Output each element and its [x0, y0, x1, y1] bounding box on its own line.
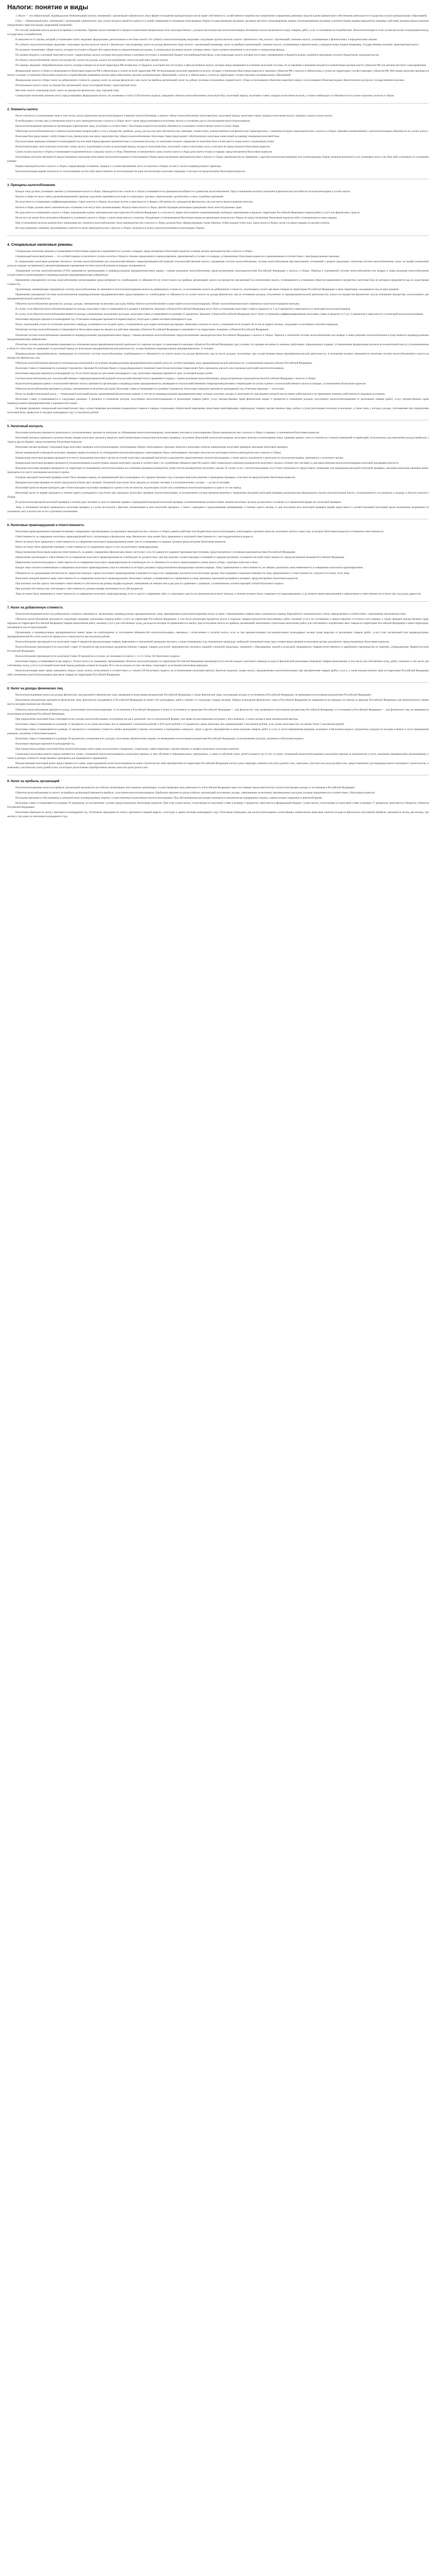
paragraph: Налоговым периодом признается календарный год. — [15, 742, 75, 745]
paragraph: При наличии обстоятельства, отягчающего ответственность, размер штрафа увеличивается на 100 процентов. — [15, 587, 144, 590]
paragraph: Налоговая ставка устанавливается в размере 20 процентов, за исключением случаев, предусмотренных Налоговым кодексом. При этом сумма налога, исчисленная по налоговой ставке в размере 3 процентов, зачисляется в федеральный бюджет; сумма налога, исчисленная по налоговой ставке в размере 17 процентов, зачисляется в бюджеты субъектов Российской Федерации. — [7, 802, 429, 809]
paragraph: По объекту налогообложения: налоги на имущество, налоги на доходы, налоги на потребление, налоги на действия, прочие налоги. — [15, 59, 169, 62]
paragraph: В необходимых случаях при установлении налога в акте законодательства о налогах и сборах могут также предусматриваться налоговые льготы и основания для их использования налогоплательщиком. — [15, 119, 251, 123]
paragraph: Расходами признаются обоснованные и документально подтвержденные затраты, осуществленные (понесенные) налогоплательщиком. Под обоснованными расходами понимаются экономически оправданные затраты, оценка которых выражена в денежной форме. — [15, 796, 323, 800]
document-page — [0, 0, 436, 830]
paragraph: Налоги и сборы не могут иметь дискриминационный характер и различно применяться исходя из социальных, расовых, национальных, религиозных и иных подобных критериев. — [15, 195, 224, 199]
section-heading: 6. Налоговые правонарушения и ответственность — [7, 524, 84, 528]
paragraph: Налоговым периодом по налогу признается календарный год. Отчетными периодами по налогу признаются первый квартал, полугодие и девять месяцев календарного года. Отчетными периодами для налогоплательщиков, исчисляющих ежемесячные авансовые платежи исходя из фактически полученной прибыли, признаются месяц, два месяца, три месяца и так далее до окончания календарного года. — [7, 811, 429, 819]
paragraph: Сроки уплаты налогов и сборов устанавливаются применительно к каждому налогу и сбору. Изменение установленного срока уплаты налога и сбора допускается только в порядке, предусмотренном Налоговым кодексом. — [15, 150, 273, 154]
paragraph: Налогоплательщик имеет право уменьшить общую сумму налога, исчисленную в соответствии со статьей 166 Налогового кодекса, на установленные налоговые вычеты. Вычетам подлежат суммы налога, предъявленные налогоплательщику при приобретении товаров (работ, услуг), а также имущественных прав на территории Российской Федерации либо уплаченные налогоплательщиком при ввозе товаров на территорию Российской Федерации. — [7, 669, 429, 677]
paragraph: Налоговый контроль проводится должностными лицами налоговых органов в пределах своей компетенции посредством налоговых проверок, получения объяснений налогоплательщиков, налоговых агентов и плательщиков сбора, проверки данных учета и отчетности, осмотра помещений и территорий, используемых для извлечения дохода (прибыли), а также в других формах, предусмотренных Налоговым кодексом. — [7, 436, 429, 444]
paragraph: Налоговая ставка устанавливается в размере 30 процентов в отношении всех доходов, получаемых физическими лицами, не являющимися налоговыми резидентами Российской Федерации, за исключением доходов, указанных в Налоговом кодексе. — [15, 737, 304, 740]
paragraph: Объектом налогообложения по налогу на прибыль организаций признается прибыль, полученная налогоплательщиком. Прибылью признается для российских организаций полученные доходы, уменьшенные на величину произведенных расходов, которые определяются в соответствии с Налоговым кодексом. — [15, 791, 376, 795]
paragraph: По результатам выездной налоговой проверки в течение двух месяцев со дня составления справки о проведенной выездной налоговой проверке уполномоченными должностными лицами налоговых органов должен быть составлен в установленной форме акт налоговой проверки. — [15, 500, 342, 504]
section-divider — [7, 682, 429, 683]
paragraph: Налоговый период устанавливается как квартал. Уплата налога по операциям, признаваемым объектом налогообложения, на территории Российской Федерации производится по итогам каждого налогового периода исходя из фактической реализации (передачи) товаров (выполнения, в том числе для собственных нужд, работ, оказания, в том числе для собственных нужд, услуг) за истекший налоговый период равными долями не позднее 28-го числа каждого из трех месяцев, следующего за истекшим налоговым периодом. — [7, 660, 429, 668]
paragraph: Местные налоги: земельный налог; налог на имущество физических лиц; торговый сбор. — [15, 89, 119, 92]
paragraph: Специальные налоговые режимы могут предусматривать федеральные налоги, не указанные в статье 13 Налогового кодекса, определять объекты налогообложения, налоговую базу, налоговый период, налоговые ставки, порядок исчисления налогов, а также освобождать от обязанности по уплате отдельных налогов и сборов. — [15, 94, 395, 97]
paragraph: Имущественный налоговый вычет предоставляется в сумме, израсходованной налогоплательщиком на новое строительство либо приобретение на территории Российской Федерации жилого дома, квартиры, комнаты или доли (долей) в них, земельных участков или доли (долей) в них, предоставленных для индивидуального жилищного строительства, и земельных участков или доли (долей) в них, на которых расположены приобретаемые жилые дома или доля (доли) в них. — [7, 762, 429, 770]
paragraph: Налоговая ставка устанавливается в размере 13 процентов, если сумма налоговых баз не превышает 5 миллионов рублей, и 650 тысяч рублей и 15 процентов суммы налоговых баз, превышающей 5 миллионов рублей, если сумма налоговых баз составляет более 5 миллионов рублей. — [15, 722, 345, 726]
paragraph: Выездная налоговая проверка не может продолжаться более двух месяцев. Указанный срок может быть продлен до четырех месяцев, а в исключительных случаях — до шести месяцев. — [15, 481, 230, 484]
paragraph: Объектом налогообложения признаются: доходы; доходы, уменьшенные на величину расходов. Выбор объекта налогообложения осуществляется налогоплательщиком. Объект налогообложения может изменяться налогоплательщиком ежегодно. — [15, 302, 300, 306]
document-section — [7, 103, 429, 174]
paragraph: Налогоплательщиками единого сельскохозяйственного налога признаются организации и индивидуальные предприниматели, являющиеся сельскохозяйственными товаропроизводителями и перешедшие на уплату единого сельскохозяйственного налога в порядке, установленном Налоговым кодексом. — [15, 382, 367, 385]
paragraph: Налогоплательщиками налога на прибыль организаций признаются: российские организации; иностранные организации, осуществляющие свою деятельность в Российской Федерации через постоянные представительства и (или) получающие доходы от источников в Российской Федерации. — [15, 786, 356, 790]
section-heading: 3. Принципы налогообложения — [7, 184, 56, 188]
paragraph: По способу взимания налоги делятся на прямые и косвенные. Прямые налоги взимаются в процессе накопления материальных благ непосредственно с доходов или имущества налогоплательщика. Косвенные налоги включаются в цену товаров, работ, услуг и оплачиваются потребителем. Налогоплательщик в этом случае выступает посредником между государством и потребителем. — [7, 29, 429, 37]
paragraph: Специальные налоговые режимы устанавливаются Налоговым кодексом и применяются в случаях и порядке, предусмотренных Налоговым кодексом и иными актами законодательства о налогах и сборах. — [15, 249, 253, 253]
paragraph: Налогоплательщик самостоятельно исчисляет сумму налога, подлежащую уплате за налоговый период, исходя из налоговой базы, налоговой ставки и налоговых льгот, если иное не предусмотрено Налоговым кодексом. — [15, 145, 271, 149]
paragraph: Налоговой санкцией является мера ответственности за совершение налогового правонарушения. Налоговые санкции устанавливаются и применяются в виде денежных взысканий (штрафов) в размерах, предусмотренных Налоговым кодексом. — [15, 577, 299, 580]
paragraph: Объектами налогообложения могут являться реализация товаров (работ, услуг), имущество, прибыль, доход, расход или иное обстоятельство, имеющее стоимостную, количественную или физическую характеристику, с наличием которого законодательство о налогах и сборах связывает возникновение у налогоплательщика обязанности по уплате налога. — [15, 129, 429, 133]
paragraph: Патентная система налогообложения применяется индивидуальными предпринимателями наряду с иными режимами налогообложения, предусмотренными законодательством Российской Федерации о налогах и сборах. Переход к патентной системе налогообложения или возврат к иным режимам налогообложения осуществляется индивидуальными предпринимателями добровольно. — [7, 333, 429, 341]
document-section — [7, 179, 429, 230]
section-divider — [7, 601, 429, 602]
paragraph: Налоговым контролем признается деятельность уполномоченных органов по контролю за соблюдением налогоплательщиками, налоговыми агентами и плательщиками сборов законодательства о налогах и сборах в порядке, установленном Налоговым кодексом. — [15, 431, 320, 435]
paragraph: Налогоплательщиками налога на добавленную стоимость признаются: организации; индивидуальные предприниматели; лица, признаваемые налогоплательщиками налога в связи с перемещением товаров через таможенную границу Евразийского экономического союза, определяемые в соответствии с таможенным законодательством. — [15, 612, 407, 616]
paragraph: Ни на кого не может быть возложена обязанность уплачивать налоги и сборы, а также иные взносы и платежи, обладающие установленными Налоговым кодексом признаками налогов или сборов, не предусмотренные Налоговым кодексом либо установленные в ином порядке. — [15, 216, 338, 219]
paragraph: Налоговая ставка устанавливается в размере 6 процентов. Законами Республики Крым и города федерального значения Севастополя налоговая ставка может быть уменьшена для всех или отдельных категорий налогоплательщиков. — [15, 366, 284, 370]
document-section — [7, 235, 429, 415]
paragraph: Выездная налоговая проверка проводится на территории (в помещении) налогоплательщика на основании решения руководителя (заместителя руководителя) налогового органа. В случае, если у налогоплательщика отсутствует возможность предоставить помещение для проведения выездной налоговой проверки, выездная налоговая проверка может проводиться по месту нахождения налогового органа. — [7, 466, 429, 474]
section-heading: 5. Налоговый контроль — [7, 425, 43, 429]
paragraph: Патентная система налогообложения применяется в отношении видов предпринимательской деятельности, перечень которых устанавливается законами субъектов Российской Федерации, при условии, что средняя численность наемных работников, определяемая в порядке, установленном федеральным органом исполнительной власти, уполномоченным в области статистики, не превышает за налоговый период по всем видам предпринимательской деятельности, осуществляемым индивидуальным предпринимателем, 15 человек. — [7, 343, 429, 350]
paragraph: Лицо, в отношении которого проводилась налоговая проверка, в случае несогласия с фактами, изложенными в акте налоговой проверки, а также с выводами и предложениями проверяющих в течение одного месяца со дня получения акта налоговой проверки вправе представить в соответствующий налоговый орган письменные возражения по указанному акту в целом или по его отдельным положениям. — [7, 506, 429, 514]
paragraph: Налоговым периодом признается календарный год. Если патент выдан на срок менее календарного года, налоговым периодом признается срок, на который выдан патент. — [15, 371, 213, 375]
paragraph: Налог считается установленным лишь в том случае, когда определены налогоплательщики и элементы налогообложения, а именно: объект налогообложения; налоговая база; налоговый период; налоговая ставка; порядок исчисления налога; порядок и сроки уплаты налога. — [15, 114, 333, 117]
paragraph: Налогообложение производится по налоговой ставке 0 процентов при реализации товаров, вывезенных в таможенной процедуре экспорта, а также помещенных под таможенную процедуру свободной таможенной зоны, при условии представления в налоговые органы документов, предусмотренных Налоговым кодексом. — [15, 640, 390, 644]
paragraph: Налогоплательщиками налога на доходы физических лиц признаются физические лица, являющиеся налоговыми резидентами Российской Федерации, а также физические лица, получающие доходы от источников в Российской Федерации, не являющиеся налоговыми резидентами Российской Федерации. — [15, 693, 372, 697]
paragraph: Целью камеральной и выездной налоговых проверок является контроль за соблюдением налогоплательщиком, плательщиком сбора, плательщиком страховых взносов или налоговым агентом законодательства о налогах и сборах. — [15, 451, 282, 454]
paragraph: Региональные налоги: налог на имущество организаций; налог на игорный бизнес; транспортный налог. — [15, 83, 137, 87]
section-heading: 4. Специальные налоговые режимы — [7, 243, 73, 247]
paragraph: Сбор — обязательный взнос, взимаемый с организаций и физических лиц, уплата которого является одним из условий совершения в отношении плательщиков сборов государственными органами, органами местного самоуправления, иными уполномоченными органами и должностными лицами юридически значимых действий, включая предоставление определенных прав или выдачу разрешений (лицензий). — [7, 20, 429, 27]
paragraph: По субъекту-налогоплательщику выделяют следующие группы налогов: налоги с физических лиц (например, налог на доходы физических лиц); налоги с организаций (например, налог на прибыль организаций); смежные налоги, уплачиваемые и физическими, и юридическими лицами (например, государственная пошлина, транспортный налог). — [15, 43, 420, 47]
paragraph: Налоговыми резидентами признаются физические лица, фактически находящиеся в Российской Федерации не менее 183 календарных дней в течение 12 следующих подряд месяцев. Период нахождения физического лица в Российской Федерации не прерывается на периоды его выезда за пределы Российской Федерации для краткосрочного (менее шести месяцев) лечения или обучения. — [7, 699, 429, 706]
document-section — [7, 775, 429, 819]
paragraph: Федеральные налоги и сборы устанавливаются Налоговым кодексом РФ и обязательны к уплате на всей территории РФ. Региональными налогами признаются налоги, которые установлены Налоговым кодексом и законами субъектов РФ о налогах и обязательны к уплате на территориях соответствующих субъектов РФ. Местными налогами признаются налоги, которые установлены Налоговым кодексом и нормативными правовыми актами представительных органов муниципальных образований о налогах и обязательны к уплате на территориях соответствующих муниципальных образований. — [7, 69, 429, 77]
paragraph: Налог на профессиональный доход — специальный налоговый режим, применяемый физическими лицами, в том числе индивидуальными предпринимателями, которые получают доходы от деятельности, при ведении которой они не имеют работодателя и не привлекают наемных работников по трудовым договорам. — [15, 393, 386, 396]
paragraph: Камеральная налоговая проверка проводится по месту нахождения налогового органа на основе налоговых деклараций (расчетов) и документов, представленных налогоплательщиком, а также других документов о деятельности налогоплательщика, имеющихся у налогового органа. — [15, 456, 344, 460]
paragraph: Налоговый орган не вправе проводить в течение одного календарного года более двух выездных налоговых проверок налогоплательщика, за исключением случаев принятия решения о проведении выездной налоговой проверки руководителем федерального органа исполнительной власти, уполномоченного по контролю и надзору в области налогов и сборов. — [7, 491, 429, 499]
paragraph: При установлении налогов должны быть определены все элементы налогообложения. Акты законодательства о налогах и сборах должны быть сформулированы таким образом, чтобы каждый точно знал, какие налоги (сборы), когда и в каком порядке он должен платить. — [15, 221, 330, 225]
document-section — [7, 420, 429, 514]
paragraph: Налогоплательщик вправе отказаться от использования льготы либо приостановить ее использование на один или несколько налоговых периодов, если иное не предусмотрено Налоговым кодексом. — [15, 170, 246, 174]
paragraph: Никто не может быть привлечен к ответственности за совершение налогового правонарушения иначе, как по основаниям и в порядке, которые предусмотрены Налоговым кодексом. — [15, 540, 226, 544]
document-section — [7, 682, 429, 770]
document-section — [7, 14, 429, 98]
paragraph: Не допускается устанавливать дифференцированные ставки налогов и сборов, налоговые льготы в зависимости от формы собственности, гражданства физических лиц или места происхождения капитала. — [15, 200, 254, 204]
paragraph: Налоги и сборы должны иметь экономическое основание и не могут быть произвольными. Недопустимы налоги и сборы, препятствующие реализации гражданами своих конституционных прав. — [15, 206, 242, 209]
paragraph: Налоговым правонарушением признается виновно совершенное противоправное (в нарушение законодательства о налогах и сборах) деяние (действие или бездействие) налогоплательщика, плательщика страховых взносов, налогового агента и иных лиц, за которое Налоговым кодексом установлена ответственность. — [15, 530, 385, 534]
paragraph: Упрощенная система налогообложения (УСН) применяется организациями и индивидуальными предпринимателями наряду с иными режимами налогообложения, предусмотренными законодательством Российской Федерации о налогах и сборах. Переход к упрощенной системе налогообложения или возврат к иным режимам налогообложения осуществляется организациями и индивидуальными предпринимателями добровольно. — [7, 269, 429, 277]
paragraph: Налоговым периодом признается календарный год. Отчетными периодами признаются первый квартал, полугодие и девять месяцев календарного года. — [15, 318, 193, 321]
paragraph: Привлечение организации к ответственности за совершение налогового правонарушения не освобождает ее должностных лиц при наличии соответствующих оснований от административной, уголовной или иной ответственности, предусмотренной законами Российской Федерации. — [15, 556, 345, 560]
paragraph: Налоговая ставка устанавливается в размере 35 процентов в отношении стоимости любых выигрышей и призов, получаемых в проводимых конкурсах, играх и других мероприятиях в целях рекламы товаров, работ и услуг, в части превышения размеров, указанных в Налоговом кодексе; процентных доходов по вкладам в банках в части превышения размеров, указанных в Налоговом кодексе. — [7, 727, 429, 735]
paragraph: Все неустранимые сомнения, противоречия и неясности актов законодательства о налогах и сборах толкуются в пользу налогоплательщика (плательщика сборов). — [15, 226, 205, 230]
paragraph: В случае, если объектом налогообложения являются доходы, уменьшенные на величину расходов, налоговая ставка устанавливается в размере 15 процентов. Законами субъектов Российской Федерации могут быть установлены дифференцированные налоговые ставки в пределах от 5 до 15 процентов в зависимости от категорий налогоплательщиков. — [15, 313, 424, 316]
paragraph: Каждое лицо считается невиновным в совершении налогового правонарушения, пока его виновность не будет доказана в предусмотренном федеральным законом порядке. Лицо, привлекаемое к ответственности, не обязано доказывать свою невиновность в совершении налогового правонарушения. — [15, 566, 363, 570]
page-title: Налоги: понятие и виды — [7, 3, 89, 11]
paragraph: По уровню бюджета, в который зачисляется налог: закрепленные налоги, которые непосредственно и целиком поступают в конкретный бюджет или внебюджетный фонд, и регулирующие налоги, которые поступают одновременно в бюджеты разных уровней в пропорции согласно бюджетному законодательству. — [15, 54, 379, 57]
paragraph: Патентная система налогообложения устанавливается Налоговым кодексом, вводится в действие законами субъектов Российской Федерации и применяется на территориях указанных субъектов Российской Федерации. — [15, 328, 270, 332]
paragraph: Налогообложение производится по налоговой ставке 10 процентов при реализации продовольственных товаров, товаров для детей, периодических печатных изданий и книжной продукции, связанной с образованием, наукой и культурой, медицинских товаров отечественного и зарубежного производства по перечню, утверждаемому Правительством Российской Федерации. — [7, 646, 429, 653]
paragraph: К специальным налоговым режимам относятся: система налогообложения для сельскохозяйственных товаропроизводителей (единый сельскохозяйственный налог); упрощенная система налогообложения; система налогообложения при выполнении соглашений о разделе продукции; патентная система налогообложения; налог на профессиональный доход (в порядке эксперимента); автоматизированная упрощенная система налогообложения (в порядке эксперимента). — [7, 260, 429, 267]
paragraph: Объектом налогообложения признаются доходы, уменьшенные на величину расходов. Налоговая ставка устанавливается в размере 6 процентов. Налоговым периодом признается календарный год, отчетным периодом — полугодие. — [15, 387, 285, 391]
paragraph: Камеральная налоговая проверка проводится уполномоченными должностными лицами налогового органа в соответствии с их служебными обязанностями без какого-либо специального решения руководителя налогового органа в течение трех месяцев со дня представления налогоплательщиком налоговой декларации (расчета). — [15, 461, 399, 465]
paragraph: Применение упрощенной системы налогообложения индивидуальными предпринимателями предусматривает их освобождение от обязанности по уплате налога на доходы физических лиц (в отношении доходов, полученных от предпринимательской деятельности), налога на имущество физических лиц (в отношении имущества, используемого для предпринимательской деятельности). — [7, 293, 429, 301]
paragraph: Применение упрощенной системы налогообложения организациями предусматривает их освобождение от обязанности по уплате налога на прибыль организаций, налога на имущество организаций (за исключением налога, уплачиваемого в отношении объектов недвижимого имущества, налоговая база по которым определяется как их кадастровая стоимость). — [7, 279, 429, 286]
paragraph: Налоговая база представляет собой стоимостную, физическую или иную характеристику объекта налогообложения. Налоговая ставка представляет собой величину налоговых начислений на единицу измерения налоговой базы. — [15, 134, 280, 138]
section-heading: 2. Элементы налога — [7, 108, 38, 111]
paragraph: Федеральные налоги и сборы: налог на добавленную стоимость; акцизы; налог на доходы физических лиц; налог на прибыль организаций; налог на добычу полезных ископаемых; водный налог; сборы за пользование объектами животного мира и за пользование объектами водных биологических ресурсов; государственная пошлина. — [15, 78, 405, 82]
paragraph: Не вправе применять специальный налоговый режим лица, осуществляющие реализацию подакцизных товаров и товаров, подлежащих обязательной маркировке средствами идентификации, перепродажу товаров, имущественных прав, добычу и (или) реализацию полезных ископаемых, а также лица, у которых доходы, учитываемые при определении налоговой базы, превысили в текущем календарном году 2,4 миллиона рублей. — [7, 407, 429, 415]
paragraph: Организации и индивидуальные предприниматели имеют право на освобождение от исполнения обязанностей налогоплательщика, связанных с исчислением и уплатой налога, если за три предшествующих последовательных календарных месяца сумма выручки от реализации товаров (работ, услуг) этих организаций или индивидуальных предпринимателей без учета налога не превысила в совокупности два миллиона рублей. — [7, 631, 429, 638]
paragraph: Не допускается устанавливать налоги и сборы, нарушающие единое экономическое пространство Российской Федерации и, в частности, прямо или косвенно ограничивающие свободное перемещение в пределах территории Российской Федерации товаров (работ, услуг) или финансовых средств. — [15, 211, 360, 214]
paragraph: Объектом налогообложения признается потенциально возможный к получению индивидуальным предпринимателем годовой доход по соответствующему виду предпринимательской деятельности, установленный законом субъекта Российской Федерации. — [15, 361, 313, 365]
paragraph: При определении налоговой базы учитываются все доходы налогоплательщика, полученные им как в денежной, так и в натуральной формах, или право на распоряжение которыми у него возникло, а также доходы в виде материальной выгоды. — [15, 717, 299, 721]
paragraph: Под налоговым периодом понимается календарный год или иной период времени применительно к отдельным налогам, по окончании которого определяется налоговая база и исчисляется сумма налога, подлежащая уплате. — [15, 140, 275, 144]
document-section — [7, 519, 429, 596]
paragraph: Налоговые органы проводят следующие виды налоговых проверок налогоплательщиков, плательщиков сборов, плательщиков страховых взносов и налоговых агентов: камеральные налоговые проверки; выездные налоговые проверки. — [15, 446, 288, 449]
paragraph: Специальный налоговый режим — это особый порядок исчисления и уплаты налогов и сборов в течение определенного периода времени, применяемый в случаях и в порядке, установленных Налоговым кодексом и принимаемыми в соответствии с ним федеральными законами. — [15, 255, 340, 258]
section-heading: 9. Налог на прибыль организаций — [7, 780, 60, 784]
paragraph: Нормы законодательства о налогах и сборах, определяющие основания, порядок и условия применения льгот по налогам и сборам, не могут носить индивидуального характера. — [15, 165, 222, 168]
paragraph: Организации, применяющие упрощенную систему налогообложения, не признаются налогоплательщиками налога на добавленную стоимость, за исключением налога на добавленную стоимость, подлежащего уплате при ввозе товаров на территорию Российской Федерации и иные территории, находящиеся под ее юрисдикцией. — [15, 288, 399, 292]
paragraph: Предусмотренная Налоговым кодексом ответственность за деяние, совершенное физическим лицом, наступает, если это деяние не содержит признаков преступления, предусмотренного уголовным законодательством Российской Федерации. — [15, 551, 296, 554]
paragraph: При наличии хотя бы одного смягчающего ответственность обстоятельства размер штрафа подлежит уменьшению не меньше чем в два раза по сравнению с размером, установленным соответствующей статьей Налогового кодекса. — [15, 582, 284, 585]
paragraph: В зависимости от органа, который устанавливает налог, выделяют федеральные, региональные и местные налоги. По субъекту-налогоплательщику выделяют следующие группы налогов: налоги с физических лиц, налоги с организаций, смежные налоги, уплачиваемые и физическими, и юридическими лицами. — [15, 38, 378, 42]
section-heading: 7. Налог на добавленную стоимость — [7, 606, 63, 609]
paragraph: Индивидуальные предприниматели, перешедшие на патентную систему налогообложения, освобождаются от обязанности по уплате налога на доходы физических лиц (в части доходов, полученных при осуществлении видов предпринимательской деятельности, в отношении которых применяется патентная система налогообложения) и налога на имущество физических лиц. — [7, 352, 429, 360]
paragraph: Никто не может быть привлечен повторно к ответственности за совершение одного и того же налогового правонарушения. — [15, 546, 159, 549]
paragraph: По целевому назначению: общие налоги, которые поступают в бюджет без закрепления за определенными расходами, и специальные (целевые) налоги, которые имеют строго целевое назначение и поступают в специальные фонды. — [15, 48, 285, 52]
paragraph: Ответственность за совершение налоговых правонарушений несут организации и физические лица. Физическое лицо может быть привлечено к налоговой ответственности с шестнадцатилетнего возраста. — [15, 535, 254, 539]
section-divider — [7, 103, 429, 104]
document-body — [7, 14, 429, 819]
paragraph: Каждое лицо должно уплачивать законно установленные налоги и сборы. Законодательство о налогах и сборах основывается на признании всеобщности и равенства налогообложения. При установлении налогов учитывается фактическая способность налогоплательщика к уплате налога. — [15, 190, 351, 194]
paragraph: Объектом налогообложения признаются следующие операции: реализация товаров (работ, услуг) на территории Российской Федерации, в том числе реализация предметов залога и передача товаров (результатов выполненных работ, оказание услуг) по соглашению о предоставлении отступного или новации, а также передача имущественных прав; передача на территории Российской Федерации товаров (выполнение работ, оказание услуг) для собственных нужд, расходы на которые не принимаются к вычету при исчислении налога на прибыль организаций; выполнение строительно-монтажных работ для собственного потребления; ввоз товаров на территорию Российской Федерации и иные территории, находящиеся под ее юрисдикцией. — [7, 617, 429, 629]
paragraph: По порядку введения: общеобязательные налоги, которые взимаются на всей территории РФ независимо от бюджета, в который они поступают, и факультативные налоги, которые предусматриваются основами налоговой системы, но их введение и взимание находятся в компетенции органов власти субъектов РФ или органов местного самоуправления. — [15, 64, 427, 67]
paragraph: В рамках выездной налоговой проверки может быть проверен период, не превышающий трех календарных лет, предшествующих году, в котором вынесено решение о проведении проверки, если иное не предусмотрено Налоговым кодексом. — [15, 476, 296, 479]
section-divider — [7, 235, 429, 236]
paragraph: При определении размера налоговой базы налогоплательщик имеет право на получение стандартных, социальных, инвестиционных, имущественных и профессиональных налоговых вычетов. — [15, 747, 239, 751]
section-heading: 8. Налог на доходы физических лиц — [7, 687, 63, 691]
paragraph: Налоговый орган не вправе проводить две и более выездные налоговые проверки по одним и тем же налогам, подлежащим уплате или уплаченным налогоплательщиком за один и тот же период. — [15, 486, 242, 489]
paragraph: Привлечение налогоплательщика к ответственности за совершение налогового правонарушения не освобождает его от обязанности уплатить причитающиеся суммы налога (сбора, страховых взносов) и пени. — [15, 561, 258, 565]
paragraph: Объектом налогообложения признается доход, полученный налогоплательщиками: от источников в Российской Федерации и (или) от источников за пределами Российской Федерации — для физических лиц, являющихся налоговыми резидентами Российской Федерации; от источников в Российской Федерации — для физических лиц, не являющихся налоговыми резидентами Российской Федерации. — [7, 708, 429, 716]
paragraph: Лицо не может быть привлечено к ответственности за совершение налогового правонарушения, если со дня его совершения либо со следующего дня после окончания налогового периода, в течение которого было совершено это правонарушение, и до момента вынесения решения о привлечении к ответственности истекли три года (срок давности). — [15, 592, 422, 596]
paragraph: Налог, подлежащий уплате по истечении налогового периода, уплачивается не позднее срока, установленного для подачи налоговой декларации. Авансовые платежи по налогу уплачиваются не позднее 28-го числа первого месяца, следующего за истекшим отчетным периодом. — [15, 323, 339, 327]
paragraph: Система налогообложения для сельскохозяйственных товаропроизводителей (единый сельскохозяйственный налог) применяется наряду с иными режимами налогообложения, предусмотренными законодательством Российской Федерации о налогах и сборах. — [15, 377, 317, 380]
paragraph: Налогообложение производится по налоговой ставке 20 процентов в случаях, не указанных в пунктах 1, 2 и 4 статьи 164 Налогового кодекса. — [15, 655, 180, 658]
paragraph: Обязанность по доказыванию обстоятельств, свидетельствующих о факте налогового правонарушения и виновности лица в его совершении, возлагается на налоговые органы. Неустранимые сомнения в виновности лица, привлекаемого к ответственности, толкуются в пользу этого лица. — [15, 571, 350, 575]
paragraph: Налогоплательщиками признаются организации и физические лица, на которых в соответствии с Налоговым кодексом возложена обязанность уплачивать соответственно налоги и (или) сборы. — [15, 124, 240, 128]
paragraph: 1. Налог — это обязательный, индивидуально безвозмездный платеж, взимаемый с организаций и физических лиц в форме отчуждения принадлежащих им на праве собственности, хозяйственного ведения или оперативного управления денежных средств в целях финансового обеспечения деятельности государства и (или) муниципальных образований. — [15, 14, 428, 18]
paragraph: Социальные налоговые вычеты предоставляются в сумме, уплаченной налогоплательщиком в налоговом периоде за свое обучение в образовательных учреждениях, а также за обучение своих детей в возрасте до 24 лет; в сумме, уплаченной налогоплательщиком в налоговом периоде за медицинские услуги, оказанные медицинскими организациями, а также в размере стоимости лекарственных препаратов для медицинского применения. — [7, 752, 429, 760]
paragraph: Налоговыми льготами признаются предоставляемые отдельным категориям налогоплательщиков и плательщиков сборов предусмотренные законодательством о налогах и сборах преимущества по сравнению с другими налогоплательщиками или плательщиками сборов, включая возможность не уплачивать налог или сбор либо уплачивать их в меньшем размере. — [7, 156, 429, 163]
document-section — [7, 601, 429, 677]
paragraph: В случае, если объектом налогообложения являются доходы, налоговая ставка устанавливается в размере 6 процентов. Законами субъектов Российской Федерации могут быть установлены налоговые ставки в пределах от 1 до 6 процентов в зависимости от категорий налогоплательщиков. — [15, 308, 351, 311]
paragraph: Налоговые ставки устанавливаются в следующих размерах: 4 процента в отношении доходов, полученных налогоплательщиками от реализации товаров (работ, услуг, имущественных прав) физическим лицам; 6 процентов в отношении доходов, полученных налогоплательщиками от реализации товаров (работ, услуг, имущественных прав) индивидуальным предпринимателям и юридическим лицам. — [7, 398, 429, 405]
